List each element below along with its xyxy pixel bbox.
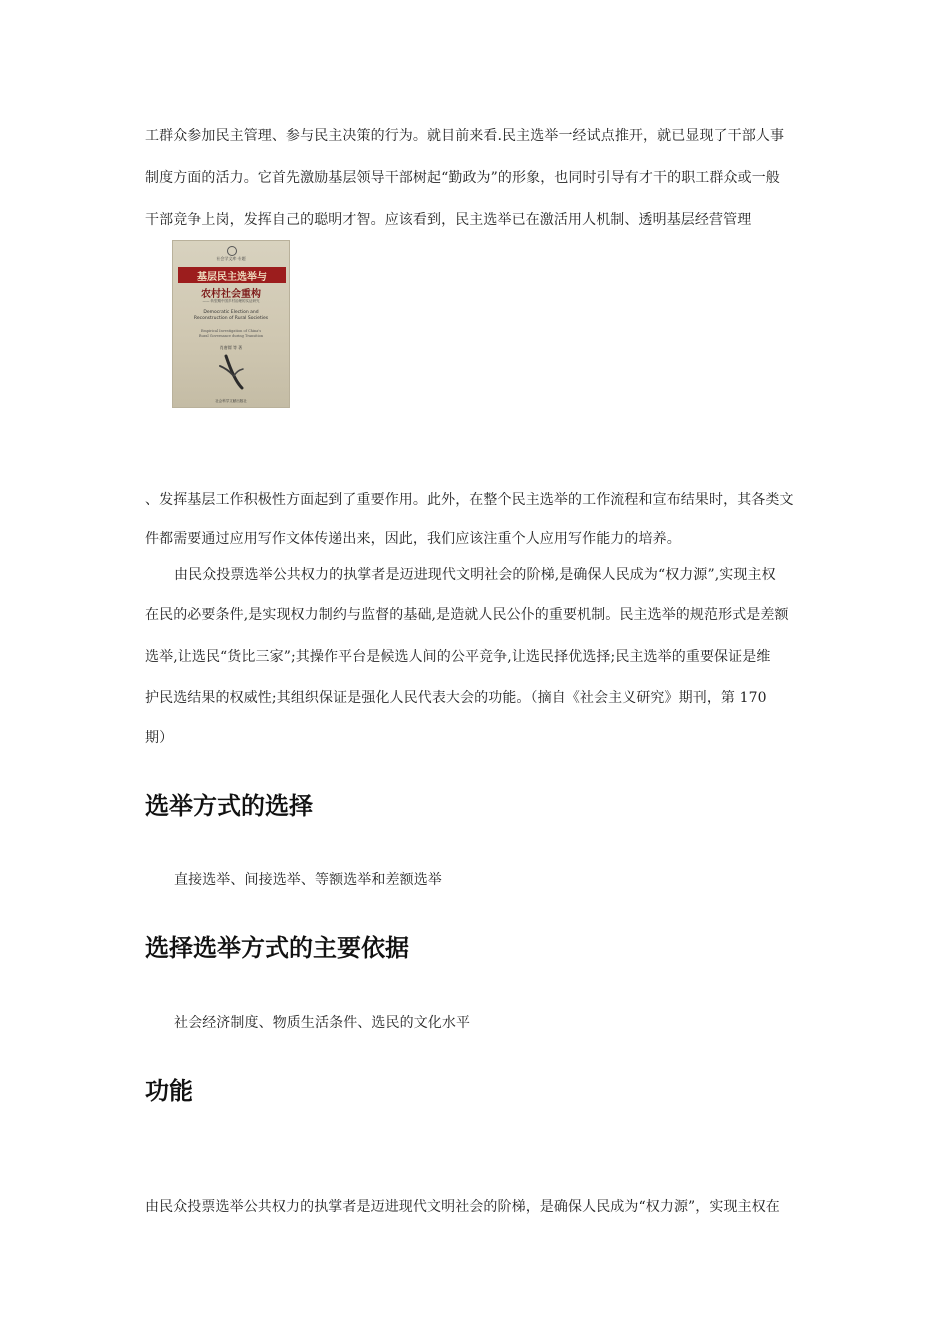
book-english-subtitle: Empirical Investigation of China's Rural Governance during Transition [198, 329, 264, 338]
book-english-title: Democratic Election and Reconstruction of Rural Societies [193, 310, 269, 321]
paragraph-line: 件都需要通过应用写作文体传递出来，因此，我们应该注重个人应用写作能力的培养。 [145, 531, 681, 547]
book-subtitle: —— 转型期中国乡村治理的实证研究 [202, 299, 260, 303]
paragraph-line: 由民众投票选举公共权力的执掌者是迈进现代文明社会的阶梯,是确保人民成为“权力源”,实现主权 [174, 567, 776, 583]
brush-figure-icon [212, 352, 252, 392]
paragraph-line: 工群众参加民主管理、参与民主决策的行为。就目前来看.民主选举一经试点推开，就已显现了干部人事 [145, 128, 785, 144]
paragraph-line: 、发挥基层工作积极性方面起到了重要作用。此外，在整个民主选举的工作流程和宣布结果时，其各类文 [145, 492, 794, 508]
section-heading: 功能 [145, 1077, 193, 1105]
paragraph-line: 选举,让选民“货比三家”;其操作平台是候选人间的公平竞争,让选民择优选择;民主选举的重要保证是维 [145, 649, 771, 665]
paragraph-line: 在民的必要条件,是实现权力制约与监督的基础,是造就人民公仆的重要机制。民主选举的规范形式是差额 [145, 607, 789, 623]
paragraph-line: 制度方面的活力。它首先激励基层领导干部树起“勤政为”的形象，也同时引导有才干的职工群众或一般 [145, 170, 780, 186]
book-publisher: 社会科学文献出版社 [215, 399, 247, 403]
book-title-line2: 农村社会重构 [201, 289, 261, 300]
paragraph-line: 期） [145, 730, 174, 746]
book-title-line1: 基层民主选举与 [197, 272, 267, 283]
book-author: 肖唐镖 等 著 [219, 345, 243, 350]
book-series: 社会学文库·专题 [216, 256, 246, 261]
book-cover-image [172, 240, 290, 408]
paragraph-line: 护民选结果的权威性;其组织保证是强化人民代表大会的功能。（摘自《社会主义研究》期刊，第 170 [145, 690, 767, 706]
section-heading: 选举方式的选择 [145, 792, 313, 820]
paragraph-line: 干部竞争上岗，发挥自己的聪明才智。应该看到，民主选举已在激活用人机制、透明基层经营管理 [145, 212, 752, 228]
section-text: 由民众投票选举公共权力的执掌者是迈进现代文明社会的阶梯，是确保人民成为“权力源”，实现主权在 [145, 1199, 780, 1215]
section-text: 社会经济制度、物质生活条件、选民的文化水平 [174, 1015, 471, 1031]
section-heading: 选择选举方式的主要依据 [145, 934, 409, 962]
publisher-logo-icon [227, 246, 237, 256]
section-text: 直接选举、间接选举、等额选举和差额选举 [174, 872, 442, 888]
